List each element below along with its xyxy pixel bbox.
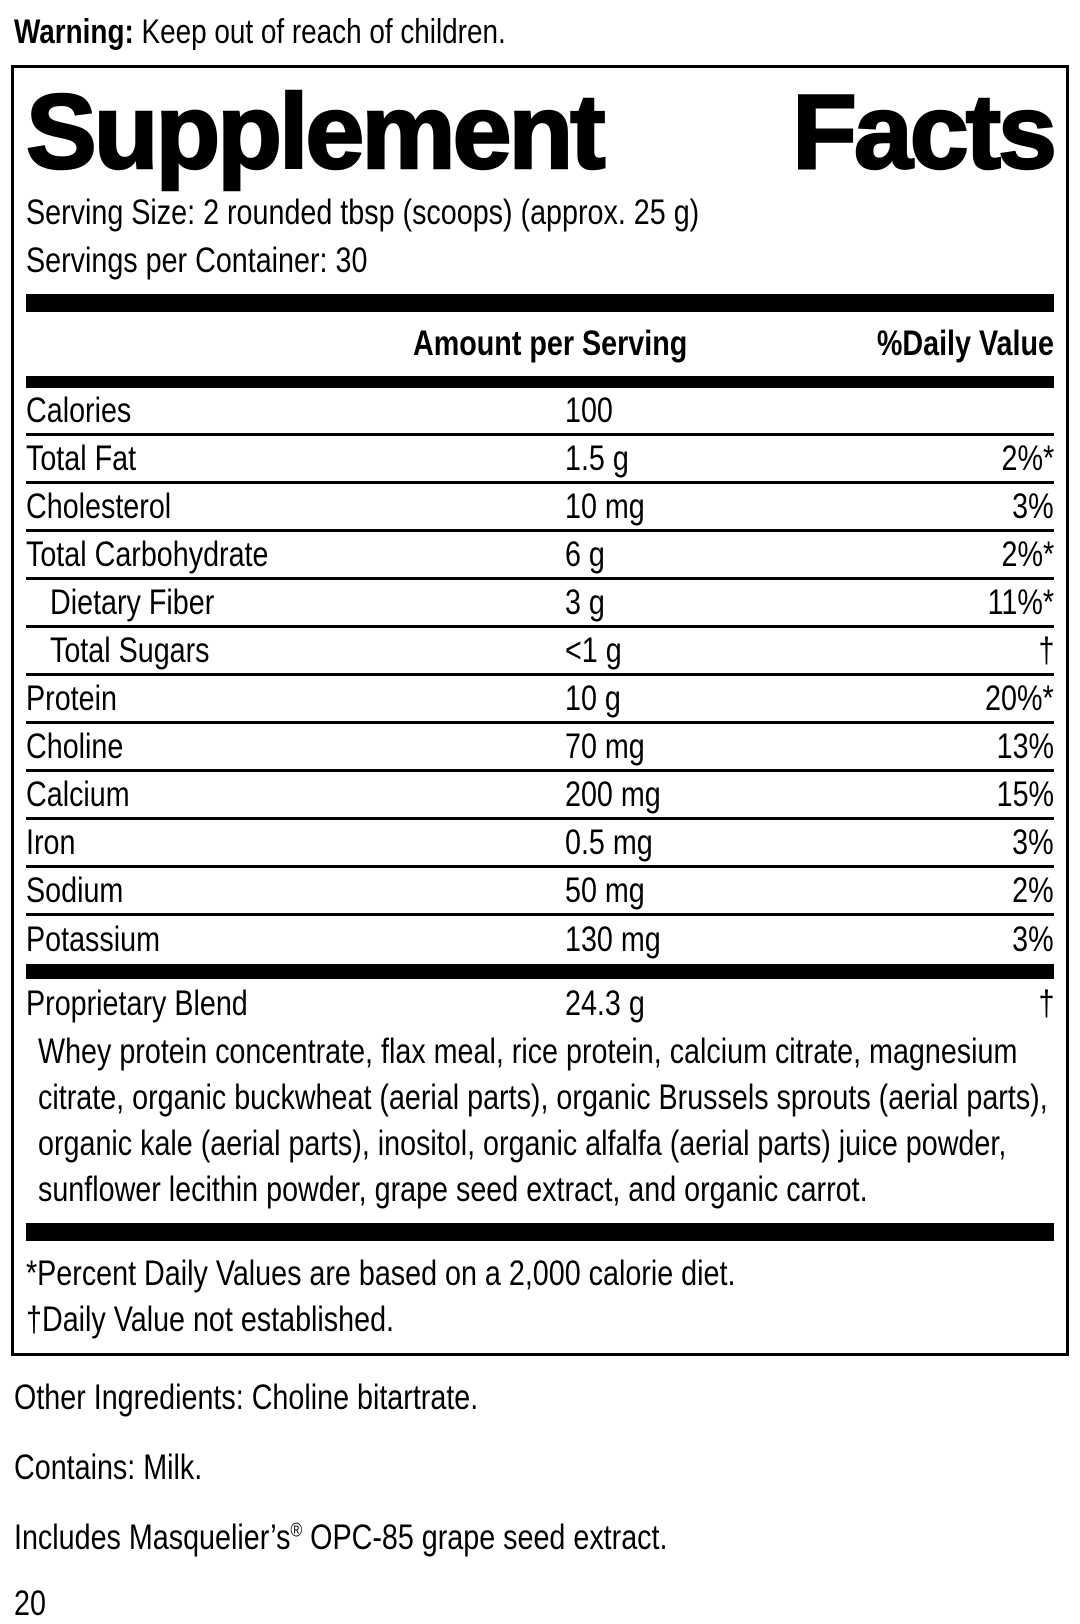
registered-trademark-symbol: ® [290, 1520, 303, 1542]
nutrient-name: Calcium [26, 774, 130, 814]
table-row-cholesterol [26, 484, 1054, 532]
table-row-choline [26, 724, 1054, 772]
footnotes [26, 1251, 1054, 1343]
nutrient-name: Iron [26, 822, 76, 862]
warning-label: Warning: [14, 13, 134, 51]
servings-per-container-line: Servings per Container: 30 [26, 241, 368, 280]
nutrient-dv: 2%* [1001, 438, 1054, 478]
nutrient-amount: 50 mg [565, 870, 645, 910]
nutrient-name: Total Carbohydrate [26, 534, 269, 574]
nutrient-amount: 130 mg [565, 920, 661, 959]
nutrient-amount: 70 mg [565, 726, 645, 766]
serving-size-line: Serving Size: 2 rounded tbsp (scoops) (approx. 25 g) [26, 193, 700, 232]
table-row-iron [26, 820, 1054, 868]
divider-bar-above-footnotes [26, 1223, 1054, 1241]
nutrient-dv: 15% [996, 774, 1054, 814]
includes-line [14, 1518, 1080, 1558]
nutrient-name: Sodium [26, 870, 124, 910]
nutrient-name: Protein [26, 678, 117, 718]
includes-text-tail: OPC-85 grape seed extract. [302, 1518, 668, 1557]
nutrient-dv: 13% [996, 726, 1054, 766]
nutrient-name: Cholesterol [26, 486, 172, 526]
table-row-total-fat [26, 436, 1054, 484]
nutrient-dv: † [1038, 630, 1054, 670]
nutrient-amount: 200 mg [565, 774, 661, 814]
nutrient-dv: 2%* [1001, 534, 1054, 574]
table-row-dietary-fiber [26, 580, 1054, 628]
page-number: 20 [14, 1584, 46, 1623]
nutrient-dv: 20%* [985, 678, 1054, 718]
blend-name: Proprietary Blend [26, 984, 248, 1023]
panel-title [26, 73, 1054, 191]
nutrient-amount: 10 g [565, 678, 621, 718]
nutrient-name: Potassium [26, 920, 160, 959]
nutrient-amount: 3 g [565, 582, 605, 622]
table-row-sodium [26, 868, 1054, 916]
other-ingredients-line: Other Ingredients: Choline bitartrate. [14, 1378, 479, 1417]
table-row-calcium [26, 772, 1054, 820]
table-row-potassium [26, 916, 1054, 964]
nutrient-amount: 100 [565, 390, 613, 430]
nutrient-dv: 3% [1012, 920, 1054, 959]
nutrient-amount: 1.5 g [565, 438, 629, 478]
table-row-total-sugars [26, 628, 1054, 676]
nutrient-name: Calories [26, 390, 132, 430]
nutrient-dv: 2% [1012, 870, 1054, 910]
header-amount-per-serving: Amount per Serving [413, 324, 688, 363]
footnote-daily-value-not-established: †Daily Value not established. [26, 1300, 395, 1339]
nutrient-name: Total Sugars [50, 630, 210, 670]
table-row-calories [26, 388, 1054, 436]
divider-bar-thick-top [26, 294, 1054, 312]
nutrient-amount: 10 mg [565, 486, 645, 526]
nutrient-amount: 0.5 mg [565, 822, 653, 862]
nutrient-dv: 3% [1012, 486, 1054, 526]
panel-title-word-supplement: Supplement [26, 73, 603, 191]
table-header-row [26, 312, 1054, 376]
blend-amount: 24.3 g [565, 984, 645, 1023]
divider-bar-below-header [26, 376, 1054, 388]
nutrient-dv: 11%* [987, 582, 1054, 622]
table-row-total-carbohydrate [26, 532, 1054, 580]
includes-text: Includes Masquelier’s [14, 1518, 291, 1557]
blend-dv: † [1038, 984, 1054, 1023]
table-row-proprietary-blend [26, 979, 1054, 1029]
nutrient-name: Choline [26, 726, 124, 766]
nutrient-amount: <1 g [565, 630, 622, 670]
divider-bar-above-blend [26, 964, 1054, 979]
nutrient-dv: 3% [1012, 822, 1054, 862]
nutrient-name: Total Fat [26, 438, 137, 478]
panel-title-word-facts: Facts [792, 73, 1054, 191]
warning-line [14, 10, 1080, 54]
nutrient-amount: 6 g [565, 534, 605, 574]
contains-line: Contains: Milk. [14, 1448, 203, 1487]
nutrient-name: Dietary Fiber [50, 582, 215, 622]
blend-description: Whey protein concentrate, flax meal, rice protein, calcium citrate, magnesium citrate, organic buckwheat (aerial parts), organic Brussels sprouts (aerial parts), organic kale (aerial parts), inositol, organic alfalfa (aerial parts) juice powder, sunflower lecithin powder, grape seed extract, and organic carrot. [38, 1032, 1048, 1209]
header-daily-value: %Daily Value [876, 324, 1054, 363]
footnote-percent-daily-value: *Percent Daily Values are based on a 2,000 calorie diet. [26, 1254, 736, 1293]
warning-text: Keep out of reach of children. [133, 13, 506, 51]
supplement-facts-panel [11, 65, 1069, 1356]
table-row-protein [26, 676, 1054, 724]
